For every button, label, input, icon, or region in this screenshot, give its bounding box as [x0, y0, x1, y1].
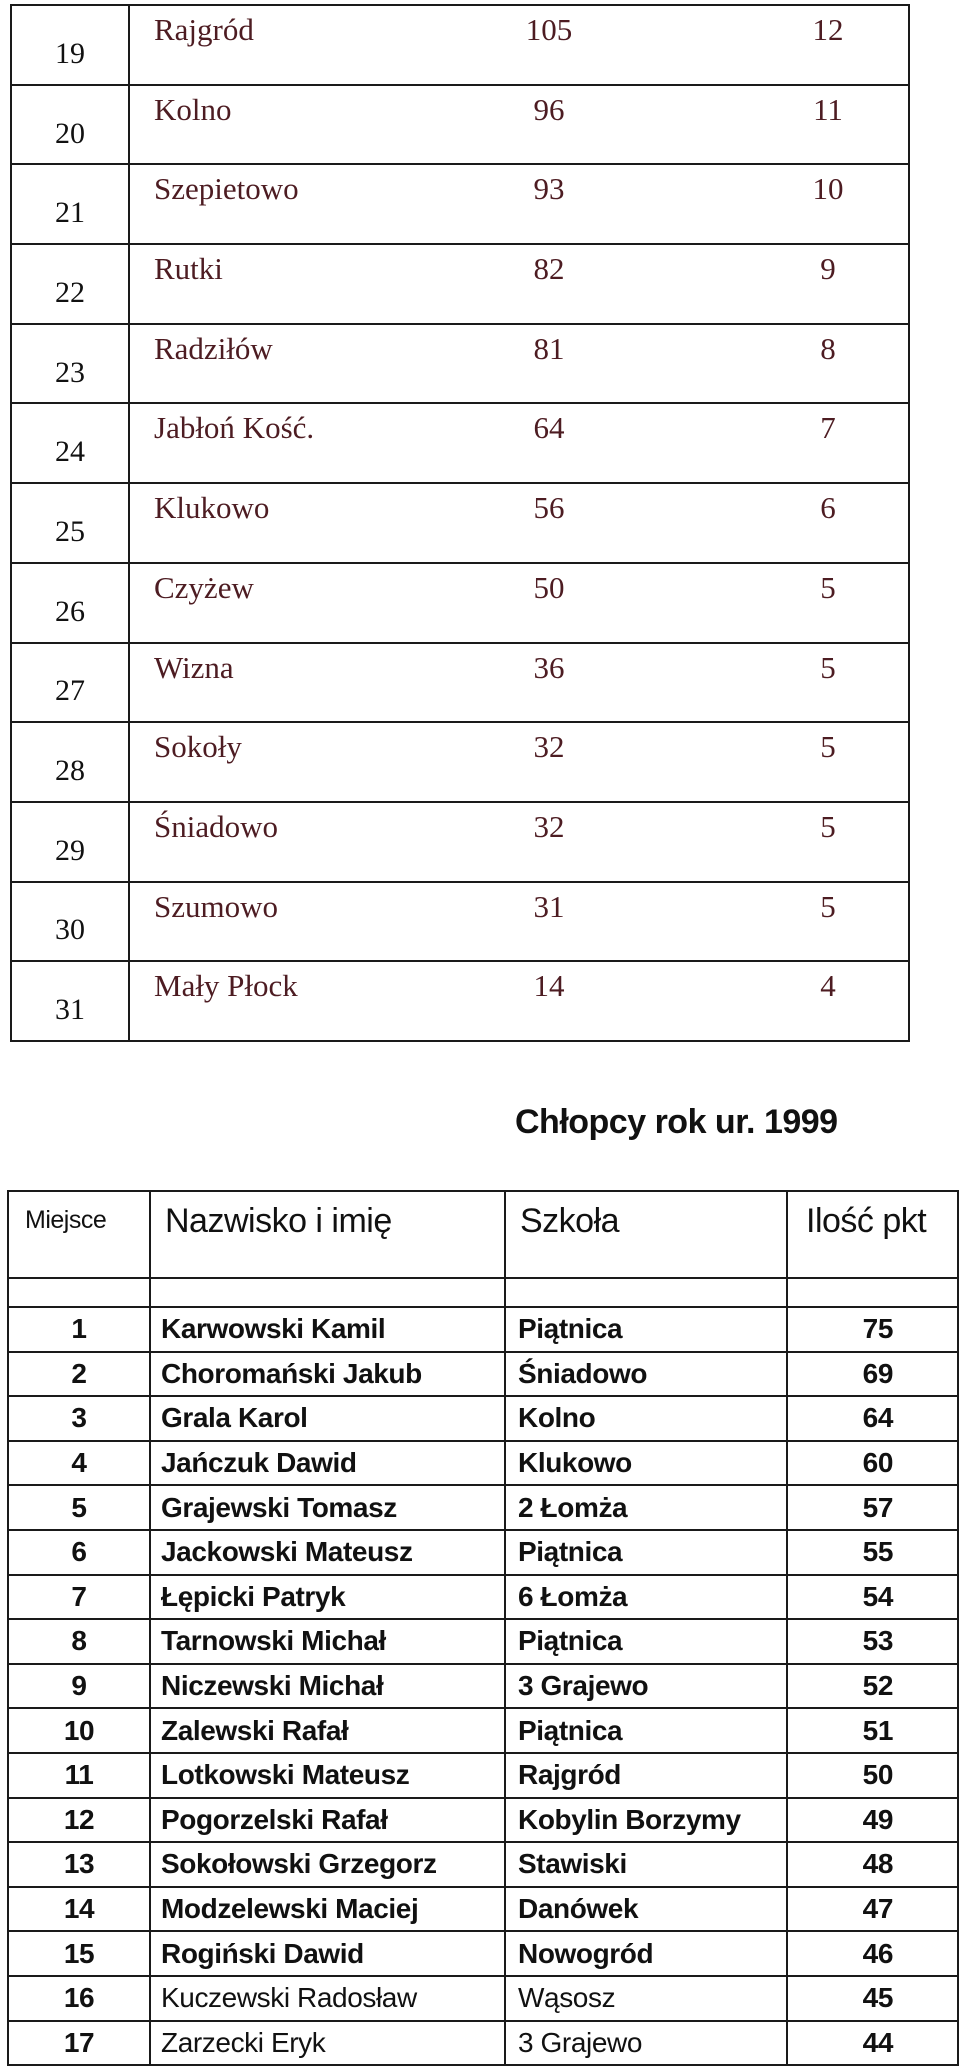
- team-cell: [129, 324, 909, 404]
- cell-points: 52: [787, 1664, 958, 1709]
- team-place: 31: [11, 961, 129, 1041]
- team-points: 7: [820, 410, 836, 446]
- cell-points: 57: [787, 1485, 958, 1530]
- cell-school: Nowogród: [505, 1931, 787, 1976]
- team-points: 5: [820, 729, 836, 765]
- results-spacer: [8, 1278, 958, 1307]
- cell-school: Piątnica: [505, 1530, 787, 1575]
- team-school: Jabłoń Kość.: [154, 410, 315, 446]
- cell-place: 16: [8, 1976, 150, 2021]
- cell-place: 13: [8, 1842, 150, 1887]
- team-row: [11, 961, 909, 1041]
- cell-points: 45: [787, 1976, 958, 2021]
- team-cell: [129, 483, 909, 563]
- cell-place: 8: [8, 1619, 150, 1664]
- cell-school: Piątnica: [505, 1307, 787, 1352]
- team-points: 8: [820, 330, 836, 366]
- cell-name: Grala Karol: [150, 1396, 505, 1441]
- team-school: Rajgród: [154, 12, 254, 47]
- cell-points: 49: [787, 1798, 958, 1843]
- cell-school: Piątnica: [505, 1708, 787, 1753]
- team-row: [11, 882, 909, 962]
- team-row: [11, 85, 909, 165]
- team-place: 22: [11, 244, 129, 324]
- team-cell: [129, 643, 909, 723]
- table-row: [8, 1798, 958, 1843]
- team-points: 5: [820, 649, 836, 685]
- team-row: [11, 563, 909, 643]
- team-score: 105: [525, 12, 573, 47]
- cell-place: 3: [8, 1396, 150, 1441]
- cell-place: 17: [8, 2021, 150, 2066]
- cell-points: 60: [787, 1441, 958, 1486]
- team-cell: [129, 244, 909, 324]
- cell-points: 51: [787, 1708, 958, 1753]
- cell-place: 15: [8, 1931, 150, 1976]
- table-row: [8, 1976, 958, 2021]
- table-row: [8, 1887, 958, 1932]
- team-cell: [129, 403, 909, 483]
- cell-points: 75: [787, 1307, 958, 1352]
- table-row: [8, 1485, 958, 1530]
- cell-points: 69: [787, 1352, 958, 1397]
- cell-name: Zalewski Rafał: [150, 1708, 505, 1753]
- cell-name: Rogiński Dawid: [150, 1931, 505, 1976]
- team-cell: [129, 802, 909, 882]
- team-score: 82: [533, 251, 565, 287]
- team-row: [11, 802, 909, 882]
- cell-place: 6: [8, 1530, 150, 1575]
- cell-school: Stawiski: [505, 1842, 787, 1887]
- team-row: [11, 643, 909, 723]
- cell-name: Choromański Jakub: [150, 1352, 505, 1397]
- team-place: 27: [11, 643, 129, 723]
- team-cell: [129, 722, 909, 802]
- team-score: 14: [533, 968, 565, 1004]
- team-cell: [129, 961, 909, 1041]
- cell-school: Klukowo: [505, 1441, 787, 1486]
- cell-place: 4: [8, 1441, 150, 1486]
- cell-name: Zarzecki Eryk: [150, 2021, 505, 2066]
- cell-name: Sokołowski Grzegorz: [150, 1842, 505, 1887]
- team-cell: [129, 882, 909, 962]
- team-points: 5: [820, 808, 836, 844]
- boys-1999-results-table: [7, 1190, 959, 2066]
- team-score: 31: [533, 888, 565, 924]
- cell-points: 64: [787, 1396, 958, 1441]
- cell-points: 50: [787, 1753, 958, 1798]
- table-row: [8, 1352, 958, 1397]
- cell-school: 2 Łomża: [505, 1485, 787, 1530]
- team-row: [11, 483, 909, 563]
- team-row: [11, 5, 909, 85]
- team-place: 23: [11, 324, 129, 404]
- cell-school: Kobylin Borzymy: [505, 1798, 787, 1843]
- team-place: 30: [11, 882, 129, 962]
- table-row: [8, 1842, 958, 1887]
- cell-school: 3 Grajewo: [505, 1664, 787, 1709]
- table-row: [8, 1619, 958, 1664]
- cell-name: Jańczuk Dawid: [150, 1441, 505, 1486]
- team-school: Mały Płock: [154, 968, 298, 1004]
- header-place: Miejsce: [8, 1191, 150, 1278]
- cell-points: 48: [787, 1842, 958, 1887]
- results-body: [8, 1307, 958, 2065]
- table-row: [8, 1441, 958, 1486]
- team-points: 4: [820, 968, 836, 1004]
- cell-name: Łępicki Patryk: [150, 1575, 505, 1620]
- team-points: 5: [820, 569, 836, 605]
- cell-name: Pogorzelski Rafał: [150, 1798, 505, 1843]
- header-name: Nazwisko i imię: [150, 1191, 505, 1278]
- team-school: Kolno: [154, 91, 232, 127]
- team-score: 32: [533, 808, 565, 844]
- cell-points: 55: [787, 1530, 958, 1575]
- team-row: [11, 722, 909, 802]
- table-row: [8, 1307, 958, 1352]
- team-school: Wizna: [154, 649, 234, 685]
- team-school: Klukowo: [154, 490, 270, 526]
- team-school: Czyżew: [154, 569, 254, 605]
- team-school: Sokoły: [154, 729, 242, 765]
- cell-name: Karwowski Kamil: [150, 1307, 505, 1352]
- team-points: 5: [820, 888, 836, 924]
- cell-school: 6 Łomża: [505, 1575, 787, 1620]
- table-row: [8, 1575, 958, 1620]
- team-score: 64: [533, 410, 565, 446]
- team-school: Radziłów: [154, 330, 273, 366]
- team-points: 10: [812, 171, 844, 207]
- team-cell: [129, 164, 909, 244]
- team-row: [11, 244, 909, 324]
- cell-place: 10: [8, 1708, 150, 1753]
- team-points: 11: [813, 91, 843, 127]
- team-place: 21: [11, 164, 129, 244]
- cell-school: Rajgród: [505, 1753, 787, 1798]
- cell-points: 46: [787, 1931, 958, 1976]
- team-place: 19: [11, 5, 129, 85]
- table-row: [8, 1708, 958, 1753]
- team-results-table: [10, 4, 910, 1042]
- cell-school: Wąsosz: [505, 1976, 787, 2021]
- team-row: [11, 324, 909, 404]
- cell-name: Jackowski Mateusz: [150, 1530, 505, 1575]
- cell-points: 53: [787, 1619, 958, 1664]
- cell-name: Lotkowski Mateusz: [150, 1753, 505, 1798]
- cell-place: 2: [8, 1352, 150, 1397]
- cell-place: 7: [8, 1575, 150, 1620]
- team-score: 32: [533, 729, 565, 765]
- team-school: Rutki: [154, 251, 223, 287]
- cell-school: 3 Grajewo: [505, 2021, 787, 2066]
- cell-name: Niczewski Michał: [150, 1664, 505, 1709]
- results-header: [8, 1191, 958, 1278]
- team-place: 29: [11, 802, 129, 882]
- table-row: [8, 2021, 958, 2066]
- team-score: 81: [533, 330, 565, 366]
- cell-points: 54: [787, 1575, 958, 1620]
- cell-place: 11: [8, 1753, 150, 1798]
- team-score: 36: [533, 649, 565, 685]
- table-row: [8, 1396, 958, 1441]
- cell-place: 1: [8, 1307, 150, 1352]
- cell-place: 14: [8, 1887, 150, 1932]
- table-row: [8, 1931, 958, 1976]
- cell-name: Tarnowski Michał: [150, 1619, 505, 1664]
- team-row: [11, 403, 909, 483]
- cell-school: Danówek: [505, 1887, 787, 1932]
- team-place: 25: [11, 483, 129, 563]
- header-school: Szkoła: [505, 1191, 787, 1278]
- team-row: [11, 164, 909, 244]
- cell-place: 5: [8, 1485, 150, 1530]
- cell-points: 44: [787, 2021, 958, 2066]
- table-row: [8, 1664, 958, 1709]
- team-school: Szepietowo: [154, 171, 299, 207]
- team-points: 9: [820, 251, 836, 287]
- team-results-body: [11, 5, 909, 1041]
- team-points: 6: [820, 490, 836, 526]
- table-row: [8, 1753, 958, 1798]
- team-cell: [129, 85, 909, 165]
- team-score: 93: [533, 171, 565, 207]
- cell-place: 12: [8, 1798, 150, 1843]
- table-row: [8, 1530, 958, 1575]
- cell-name: Grajewski Tomasz: [150, 1485, 505, 1530]
- team-place: 26: [11, 563, 129, 643]
- section-title: Chłopcy rok ur. 1999: [515, 1103, 838, 1141]
- team-place: 20: [11, 85, 129, 165]
- team-school: Szumowo: [154, 888, 278, 924]
- team-cell: [129, 5, 909, 85]
- cell-points: 47: [787, 1887, 958, 1932]
- cell-school: Śniadowo: [505, 1352, 787, 1397]
- team-place: 28: [11, 722, 129, 802]
- cell-school: Piątnica: [505, 1619, 787, 1664]
- team-points: 12: [812, 12, 844, 47]
- team-score: 56: [533, 490, 565, 526]
- cell-name: Modzelewski Maciej: [150, 1887, 505, 1932]
- cell-school: Kolno: [505, 1396, 787, 1441]
- header-points: Ilość pkt: [787, 1191, 958, 1278]
- team-score: 50: [533, 569, 565, 605]
- cell-place: 9: [8, 1664, 150, 1709]
- team-score: 96: [533, 91, 565, 127]
- team-school: Śniadowo: [154, 808, 278, 844]
- team-cell: [129, 563, 909, 643]
- cell-name: Kuczewski Radosław: [150, 1976, 505, 2021]
- team-place: 24: [11, 403, 129, 483]
